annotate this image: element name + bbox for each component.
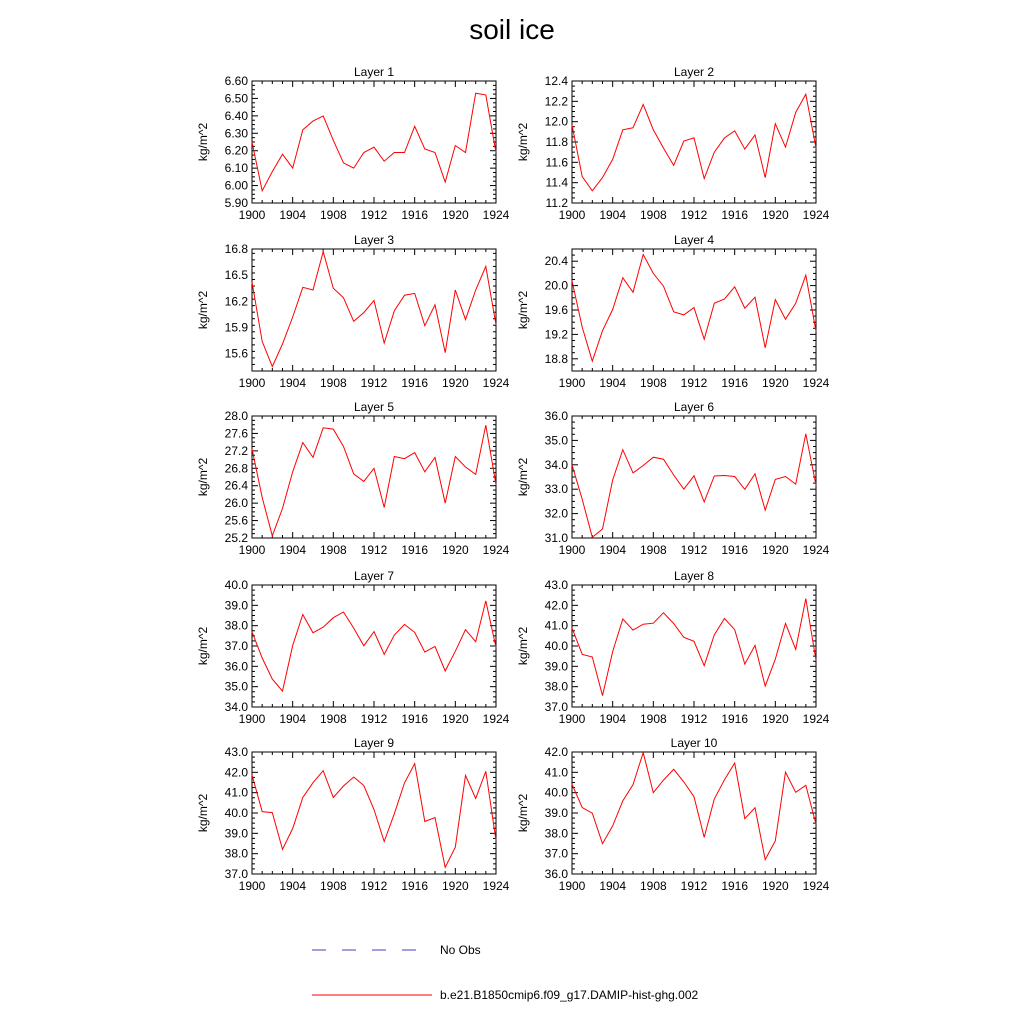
series-line [572,753,816,860]
x-tick-label: 1900 [238,712,266,726]
y-tick-label: 16.8 [224,242,248,256]
x-tick-label: 1920 [441,208,469,222]
x-tick-label: 1916 [401,208,429,222]
y-tick-label: 26.8 [224,461,248,476]
x-tick-label: 1904 [599,376,627,390]
x-tick-label: 1904 [279,879,307,893]
y-tick-label: 20.0 [544,278,568,293]
y-tick-label: 35.0 [224,679,248,694]
x-tick-label: 1904 [599,712,627,726]
y-tick-label: 35.0 [544,433,568,448]
y-axis-label: kg/m^2 [516,626,530,666]
x-tick-label: 1912 [680,208,708,222]
y-tick-label: 6.50 [224,91,248,106]
y-tick-label: 20.4 [544,254,568,269]
y-tick-label: 19.6 [544,303,568,317]
series-line [252,764,496,868]
y-tick-label: 37.0 [224,639,248,653]
y-tick-label: 38.0 [224,618,248,633]
x-tick-label: 1920 [441,543,469,557]
y-tick-label: 42.0 [544,745,568,759]
y-tick-label: 37.0 [544,846,568,861]
x-tick-label: 1912 [360,208,388,222]
panel-title: Layer 4 [673,233,715,247]
x-tick-label: 1920 [441,879,469,893]
y-tick-label: 38.0 [544,826,568,841]
legend [312,943,698,1002]
x-tick-label: 1900 [238,208,266,222]
x-tick-label: 1908 [319,712,347,726]
y-tick-label: 19.2 [544,327,568,342]
x-tick-label: 1920 [761,543,789,557]
x-tick-label: 1900 [558,543,586,557]
y-tick-label: 12.0 [544,114,568,129]
y-tick-label: 15.6 [224,346,248,361]
x-tick-label: 1920 [441,712,469,726]
series-line [572,94,816,191]
y-tick-label: 43.0 [544,578,568,592]
x-tick-label: 1904 [279,208,307,222]
x-tick-label: 1912 [680,712,708,726]
y-tick-label: 40.0 [544,639,568,653]
x-tick-label: 1916 [721,543,749,557]
y-axis-label: kg/m^2 [516,290,530,330]
y-axis-label: kg/m^2 [196,626,210,666]
plot-frame [252,81,496,203]
y-tick-label: 42.0 [224,765,248,780]
plot-frame [252,585,496,707]
chart-panel-8 [516,569,830,726]
chart-panel-5 [196,400,510,557]
page-title: soil ice [469,14,555,45]
y-tick-label: 26.4 [224,478,248,493]
y-tick-label: 38.0 [544,679,568,694]
x-tick-label: 1920 [761,208,789,222]
x-tick-label: 1900 [558,208,586,222]
panel-title: Layer 6 [673,400,715,414]
plot-frame [572,249,816,371]
y-axis-label: kg/m^2 [516,122,530,162]
y-tick-label: 39.0 [224,598,248,613]
y-tick-label: 6.10 [224,161,248,176]
chart-panel-6 [516,400,830,557]
x-tick-label: 1912 [360,712,388,726]
y-tick-label: 39.0 [224,826,248,841]
series-line [252,252,496,367]
series-line [252,93,496,191]
y-tick-label: 25.2 [224,531,248,545]
x-tick-label: 1916 [721,712,749,726]
x-tick-label: 1900 [558,879,586,893]
y-tick-label: 6.40 [224,108,248,123]
chart-panel-9 [196,736,510,893]
panel-title: Layer 1 [353,65,395,79]
x-tick-label: 1916 [401,376,429,390]
y-axis-label: kg/m^2 [516,457,530,497]
y-tick-label: 42.0 [544,598,568,613]
y-tick-label: 41.0 [544,618,568,633]
x-tick-label: 1924 [482,208,510,222]
y-tick-label: 37.0 [544,700,568,714]
plot-frame [572,81,816,203]
y-tick-label: 11.4 [545,175,568,190]
y-tick-label: 11.6 [545,155,568,170]
series-line [572,599,816,696]
series-line [572,255,816,362]
y-tick-label: 36.0 [224,659,248,674]
y-tick-label: 38.0 [224,846,248,861]
x-tick-label: 1904 [599,543,627,557]
y-tick-label: 34.0 [544,457,568,472]
y-tick-label: 39.0 [544,806,568,820]
y-tick-label: 27.2 [224,443,248,458]
y-tick-label: 31.0 [544,531,568,545]
y-tick-label: 6.20 [224,143,248,158]
plot-frame [252,416,496,538]
y-tick-label: 43.0 [224,745,248,759]
x-tick-label: 1924 [482,376,510,390]
x-tick-label: 1924 [482,712,510,726]
y-tick-label: 41.0 [544,765,568,780]
y-tick-label: 16.2 [224,294,248,309]
series-line [252,601,496,691]
x-tick-label: 1924 [482,879,510,893]
chart-panel-2 [516,65,830,222]
y-tick-label: 18.8 [544,351,568,366]
x-tick-label: 1924 [802,879,830,893]
panel-title: Layer 2 [673,65,715,79]
chart-panel-4 [516,233,830,390]
x-tick-label: 1908 [319,879,347,893]
x-tick-label: 1908 [639,879,667,893]
legend-label: No Obs [440,943,481,957]
x-tick-label: 1924 [482,543,510,557]
y-tick-label: 36.0 [544,867,568,881]
y-tick-label: 27.6 [224,426,248,441]
y-tick-label: 16.5 [224,268,248,283]
y-axis-label: kg/m^2 [196,290,210,330]
x-tick-label: 1904 [279,376,307,390]
x-tick-label: 1924 [802,543,830,557]
plot-frame [252,249,496,371]
x-tick-label: 1924 [802,376,830,390]
x-tick-label: 1900 [558,376,586,390]
x-tick-label: 1912 [360,376,388,390]
y-tick-label: 11.8 [545,135,568,149]
x-tick-label: 1916 [401,879,429,893]
x-tick-label: 1912 [360,879,388,893]
x-tick-label: 1904 [599,879,627,893]
y-tick-label: 6.00 [224,178,248,193]
y-tick-label: 40.0 [544,785,568,800]
x-tick-label: 1908 [639,376,667,390]
legend-label: b.e21.B1850cmip6.f09_g17.DAMIP-hist-ghg.002 [440,988,699,1002]
x-tick-label: 1912 [680,376,708,390]
series-line [252,425,496,536]
x-tick-label: 1920 [761,712,789,726]
x-tick-label: 1920 [761,376,789,390]
chart-panel-7 [196,569,510,726]
y-tick-label: 6.30 [224,126,248,141]
x-tick-label: 1912 [680,879,708,893]
panel-title: Layer 7 [353,569,395,583]
x-tick-label: 1904 [599,208,627,222]
x-tick-label: 1916 [721,376,749,390]
x-tick-label: 1912 [680,543,708,557]
panel-title: Layer 8 [673,569,715,583]
y-tick-label: 6.60 [224,74,248,88]
y-tick-label: 37.0 [224,867,248,881]
y-tick-label: 26.0 [224,496,248,511]
y-tick-label: 28.0 [224,409,248,423]
y-tick-label: 41.0 [224,785,248,800]
y-tick-label: 12.2 [544,94,568,109]
chart-panel-10 [516,736,830,893]
y-axis-label: kg/m^2 [196,457,210,497]
y-tick-label: 25.6 [224,513,248,528]
y-tick-label: 34.0 [224,700,248,714]
x-tick-label: 1916 [401,543,429,557]
x-tick-label: 1916 [721,208,749,222]
x-tick-label: 1908 [319,376,347,390]
y-tick-label: 33.0 [544,482,568,497]
x-tick-label: 1916 [721,879,749,893]
x-tick-label: 1924 [802,712,830,726]
y-tick-label: 40.0 [224,806,248,820]
series-line [572,434,816,538]
y-axis-label: kg/m^2 [196,122,210,162]
panel-title: Layer 3 [353,233,395,247]
y-tick-label: 11.2 [545,196,568,210]
panel-title: Layer 5 [353,400,395,414]
x-tick-label: 1908 [639,712,667,726]
y-tick-label: 39.0 [544,659,568,674]
chart-panel-1 [196,65,510,222]
x-tick-label: 1912 [360,543,388,557]
y-tick-label: 32.0 [544,506,568,521]
y-tick-label: 5.90 [224,196,248,210]
x-tick-label: 1900 [238,879,266,893]
x-tick-label: 1908 [319,543,347,557]
x-tick-label: 1920 [441,376,469,390]
x-tick-label: 1924 [802,208,830,222]
x-tick-label: 1916 [401,712,429,726]
y-tick-label: 36.0 [544,409,568,423]
x-tick-label: 1908 [639,208,667,222]
x-tick-label: 1920 [761,879,789,893]
x-tick-label: 1908 [319,208,347,222]
y-tick-label: 15.9 [224,320,248,335]
panel-title: Layer 10 [670,736,718,750]
chart-panel-3 [196,233,510,390]
y-axis-label: kg/m^2 [516,793,530,833]
x-tick-label: 1900 [238,376,266,390]
y-tick-label: 40.0 [224,578,248,592]
x-tick-label: 1904 [279,712,307,726]
x-tick-label: 1904 [279,543,307,557]
x-tick-label: 1908 [639,543,667,557]
y-tick-label: 12.4 [544,74,568,88]
x-tick-label: 1900 [238,543,266,557]
x-tick-label: 1900 [558,712,586,726]
plot-frame [252,752,496,874]
y-axis-label: kg/m^2 [196,793,210,833]
panel-title: Layer 9 [353,736,395,750]
